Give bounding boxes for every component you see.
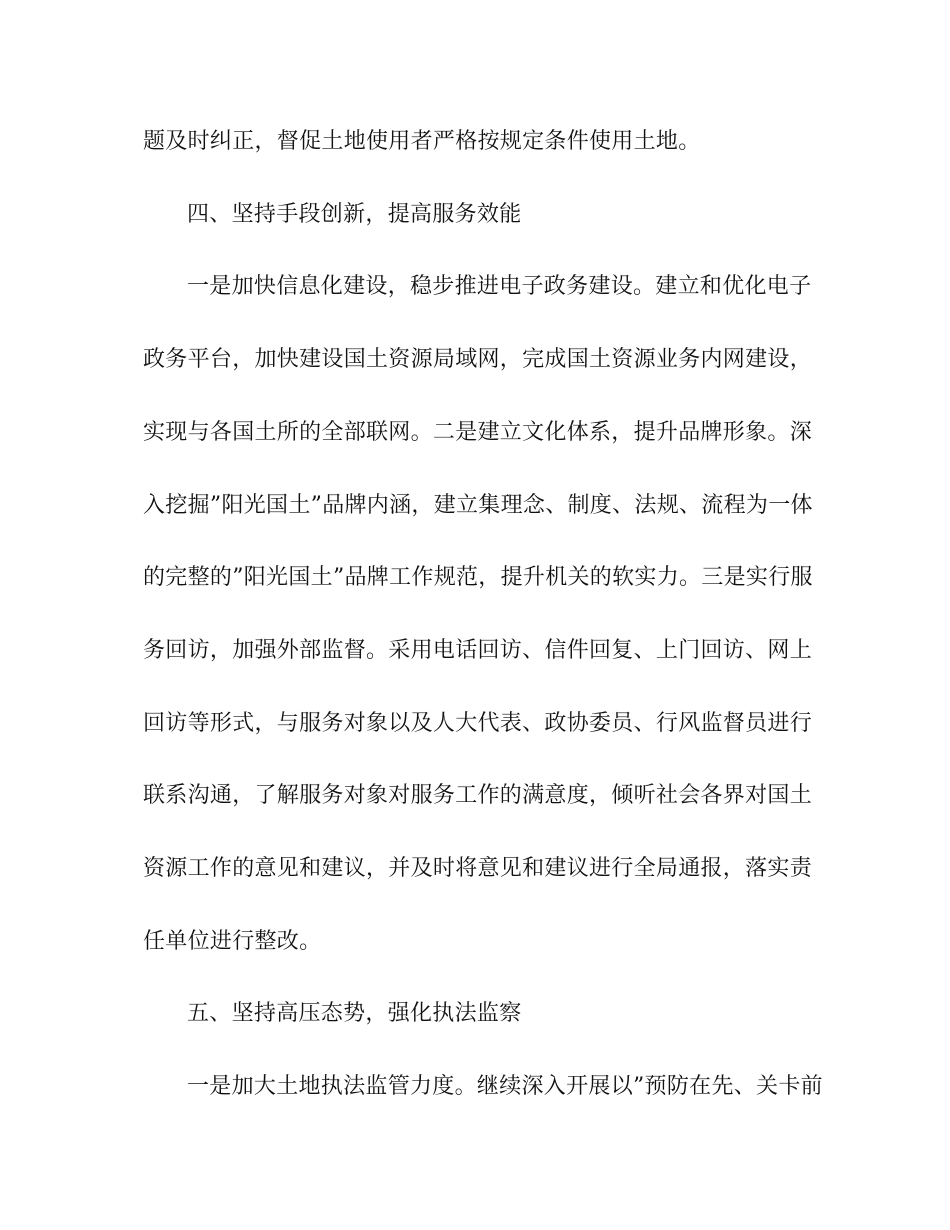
paragraph-line: 联系沟通，了解服务对象对服务工作的满意度，倾听社会各界对国土	[143, 783, 813, 808]
paragraph-line: 实现与各国土所的全部联网。二是建立文化体系，提升品牌形象。深	[143, 420, 813, 445]
paragraph-line: 一是加快信息化建设，稳步推进电子政务建设。建立和优化电子	[187, 274, 812, 299]
paragraph-line: 务回访，加强外部监督。采用电话回访、信件回复、上门回访、网上	[143, 638, 813, 663]
paragraph-line: 任单位进行整改。	[143, 929, 322, 954]
paragraph-line: 资源工作的意见和建议，并及时将意见和建议进行全局通报，落实责	[143, 856, 813, 881]
section-heading: 五、坚持高压态势，强化执法监察	[187, 1001, 522, 1026]
paragraph-line: 一是加大土地执法监管力度。继续深入开展以”预防在先、关卡前	[187, 1074, 823, 1099]
paragraph-line: 题及时纠正，督促土地使用者严格按规定条件使用土地。	[143, 129, 701, 154]
paragraph-line: 回访等形式，与服务对象以及人大代表、政协委员、行风监督员进行	[143, 711, 813, 736]
paragraph-line: 的完整的”阳光国土”品牌工作规范，提升机关的软实力。三是实行服	[143, 565, 813, 590]
section-heading: 四、坚持手段创新，提高服务效能	[187, 202, 522, 227]
paragraph-line: 政务平台，加快建设国土资源局域网，完成国土资源业务内网建设，	[143, 347, 813, 372]
paragraph-line: 入挖掘”阳光国土”品牌内涵，建立集理念、制度、法规、流程为一体	[143, 493, 813, 518]
